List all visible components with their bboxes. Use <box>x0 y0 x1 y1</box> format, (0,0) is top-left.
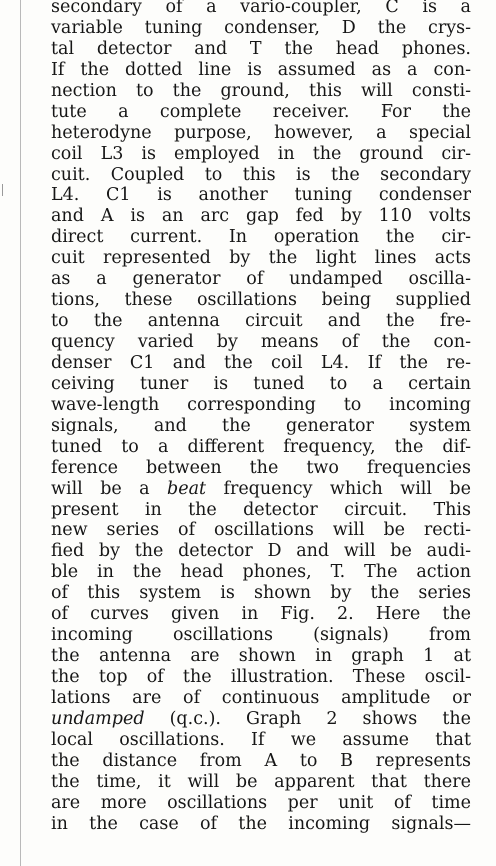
text-line: incoming oscillations (signals) from <box>51 625 471 646</box>
text-line: quency varied by means of the con- <box>51 332 471 352</box>
text-line: ference between the two frequencies <box>51 457 471 478</box>
text-line: coil L3 is employed in the ground cir- <box>51 143 471 164</box>
text-line-with-emphasis <box>51 709 471 730</box>
text-line: local oscillations. If we assume that <box>51 729 471 750</box>
text-line: the time, it will be apparent that there <box>51 771 471 792</box>
text-line: of curves given in Fig. 2. Here the <box>51 604 471 625</box>
text-line: as a generator of undamped oscilla- <box>51 269 471 290</box>
text-line: the antenna are shown in graph 1 at <box>51 646 471 667</box>
text-run: frequency which will be <box>206 478 471 499</box>
margin-mark <box>2 184 3 196</box>
text-line: lations are of continuous amplitude or <box>51 687 471 708</box>
text-run: will be a <box>51 478 168 499</box>
text-line: denser C1 and the coil L4. If the re- <box>51 352 471 373</box>
text-line: and A is an arc gap fed by 110 volts <box>51 206 471 227</box>
text-line: wave-length corresponding to incoming <box>51 394 471 415</box>
text-line: tal detector and T the head phones. <box>51 38 471 59</box>
text-line: the top of the illustration. These oscil- <box>51 667 471 687</box>
text-line: If the dotted line is assumed as a con- <box>51 59 471 80</box>
text-line: direct current. In operation the cir- <box>51 227 471 248</box>
text-run: (q.c.). Graph 2 shows the <box>144 708 471 729</box>
text-line: L4. C1 is another tuning condenser <box>51 185 471 206</box>
italic-word-beat: beat <box>167 478 207 499</box>
text-line: are more oscillations per unit of time <box>51 792 471 813</box>
column-rule <box>20 0 21 866</box>
text-line: tions, these oscillations being supplied <box>51 290 471 311</box>
text-line: nection to the ground, this will consti- <box>51 80 471 101</box>
text-line: of this system is shown by the series <box>51 583 471 604</box>
text-line: cuit. Coupled to this is the secondary <box>51 164 471 185</box>
text-line: tute a complete receiver. For the <box>51 101 471 122</box>
text-line: ble in the head phones, T. The action <box>51 562 471 583</box>
text-line: ceiving tuner is tuned to a certain <box>51 373 471 394</box>
text-line: secondary of a vario-coupler, C is a <box>51 0 471 17</box>
text-line-with-emphasis <box>51 479 471 500</box>
text-line: new series of oscillations will be recti- <box>51 520 471 541</box>
text-line: cuit represented by the light lines acts <box>51 248 471 269</box>
italic-word-undamped: undamped <box>51 708 145 729</box>
text-line: fied by the detector D and will be audi- <box>51 541 471 562</box>
body-text-column <box>51 0 471 835</box>
text-line: in the case of the incoming signals— <box>51 813 471 834</box>
text-line: to the antenna circuit and the fre- <box>51 311 471 332</box>
text-line: variable tuning condenser, D the crys- <box>51 17 471 38</box>
text-line: heterodyne purpose, however, a special <box>51 122 471 143</box>
text-line: present in the detector circuit. This <box>51 499 471 520</box>
text-line: the distance from A to B represents <box>51 750 471 771</box>
text-line: tuned to a different frequency, the dif- <box>51 436 471 457</box>
text-line: signals, and the generator system <box>51 415 471 436</box>
